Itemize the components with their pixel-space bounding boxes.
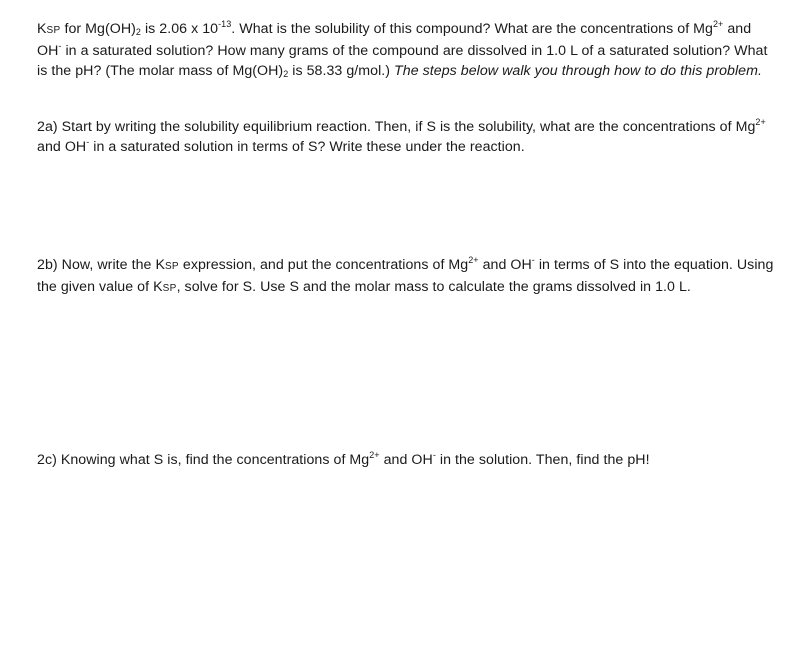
intro-text-2: is 2.06 x 10 xyxy=(140,21,219,37)
mg-charge: 2+ xyxy=(468,255,479,265)
mg-charge: 2+ xyxy=(369,450,380,460)
subscript-2b: 2 xyxy=(283,69,289,79)
q2c-text-2: and OH xyxy=(379,452,433,468)
ksp-k: K xyxy=(37,21,47,37)
q2a-text-2: and OH xyxy=(37,139,87,155)
exponent: -13 xyxy=(218,19,232,29)
mg-charge: 2+ xyxy=(712,19,724,29)
oh-charge: - xyxy=(531,255,535,265)
ksp-sp: SP xyxy=(46,25,61,36)
intro-italic-note: The steps below walk you through how to do this problem. xyxy=(394,63,762,79)
q2a-text-1: 2a) Start by writing the solubility equilibrium reaction. Then, if S is the solubility, what are the concentrations of Mg xyxy=(37,119,756,135)
q2b-text-1: 2b) Now, write the K xyxy=(37,257,165,273)
ksp-sp: SP xyxy=(164,261,179,272)
intro-text-1: for Mg(OH) xyxy=(60,21,136,37)
q2b-text-2: expression, and put the concentrations of Mg xyxy=(178,257,469,273)
intro-text-5: in a saturated solution? How many grams of the compound are dissolved in 1.0 L of a saturated solution? What is the pH? (The molar mass of Mg(OH) xyxy=(37,43,768,79)
q2b-text-5: , solve for S. Use S and the molar mass to calculate the grams dissolved in 1.0 L. xyxy=(176,279,691,295)
q2c-text-3: in the solution. Then, find the pH! xyxy=(435,452,650,468)
oh-charge: - xyxy=(86,137,90,147)
intro-text-4: and OH xyxy=(37,21,752,59)
ksp-sp-2: SP xyxy=(162,283,177,294)
subscript-2: 2 xyxy=(135,27,141,37)
question-2a xyxy=(37,117,777,157)
q2b-text-4: in terms of S into the equation. Using the given value of K xyxy=(37,257,774,295)
mg-charge: 2+ xyxy=(755,117,766,127)
intro-paragraph xyxy=(37,19,777,81)
intro-text-3: . What is the solubility of this compound? What are the concentrations of Mg xyxy=(231,21,713,37)
question-2c xyxy=(37,450,777,470)
q2c-text-1: 2c) Knowing what S is, find the concentrations of Mg xyxy=(37,452,370,468)
question-2b xyxy=(37,255,777,299)
oh-charge: - xyxy=(432,450,436,460)
intro-text-6: is 58.33 g/mol.) xyxy=(288,63,395,79)
q2b-text-3: and OH xyxy=(478,257,532,273)
q2a-text-3: in a saturated solution in terms of S? Write these under the reaction. xyxy=(89,139,525,155)
oh-charge: - xyxy=(58,41,62,51)
